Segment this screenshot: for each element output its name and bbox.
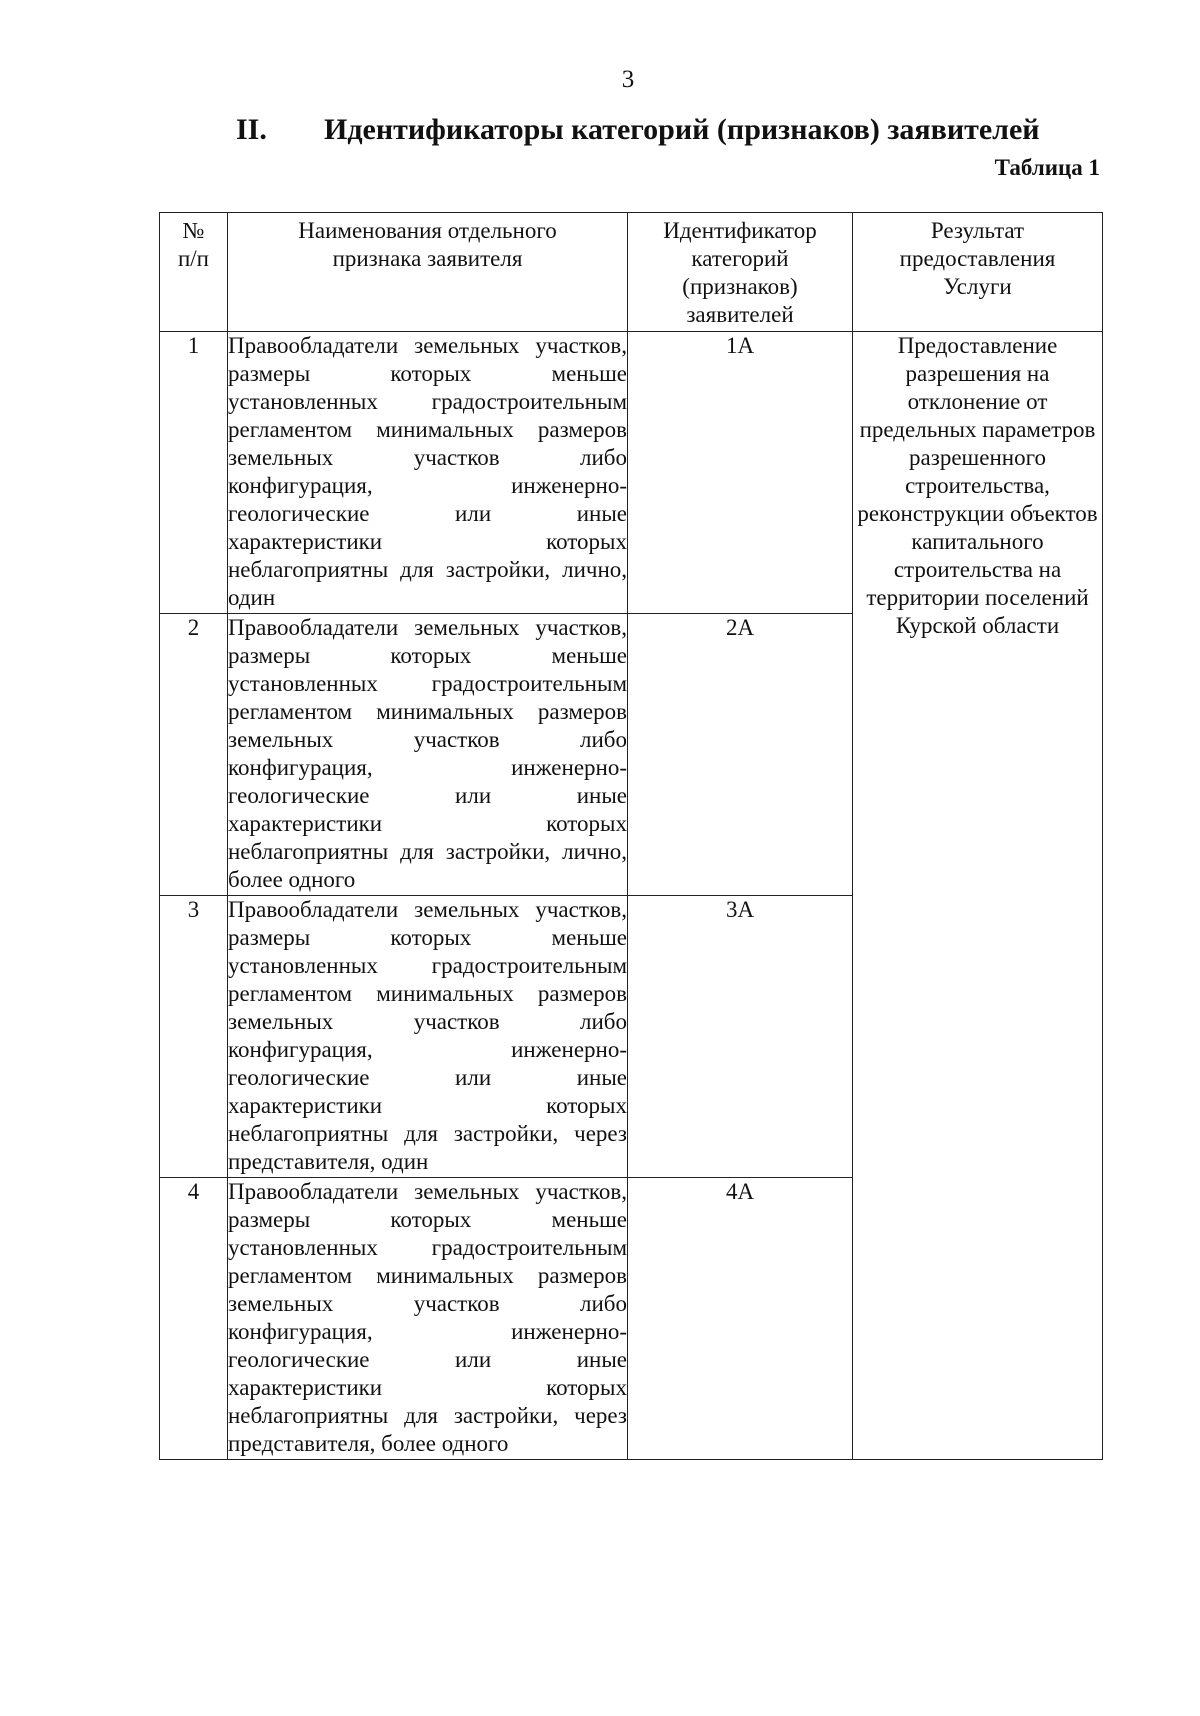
header-id-label: Идентификатор категорий (признаков) заявителей: [663, 218, 817, 327]
header-num: [160, 213, 228, 332]
table-caption: Таблица 1: [994, 155, 1100, 180]
section-heading: [236, 113, 1040, 147]
category-identifier-cell: 2А: [628, 614, 853, 896]
applicant-attribute-cell: Правообладатели земельных участков, размеры которых меньше установленных градостроительным регламентом минимальных размеров земельных участков либо конфигурация, инженерно-геологические или иные характеристики которых неблагоприятны для застройки, через представителя, один: [228, 896, 628, 1178]
service-result-cell: Предоставление разрешения на отклонение от предельных параметров разрешенного строительства, реконструкции объектов капитального строительства на территории поселений Курской области: [853, 332, 1103, 1460]
category-identifier-cell: 3А: [628, 896, 853, 1178]
applicant-attribute-cell: Правообладатели земельных участков, размеры которых меньше установленных градостроительным регламентом минимальных размеров земельных участков либо конфигурация, инженерно-геологические или иные характеристики которых неблагоприятны для застройки, лично, более одного: [228, 614, 628, 896]
header-id: [628, 213, 853, 332]
header-name: [228, 213, 628, 332]
header-result-label: Результат предоставления Услуги: [899, 218, 1056, 299]
row-number-cell: 4: [160, 1178, 228, 1460]
category-identifier-cell: 4А: [628, 1178, 853, 1460]
header-name-label: Наименования отдельного признака заявителя: [298, 218, 557, 271]
section-title: Идентификаторы категорий (признаков) заявителей: [324, 113, 1040, 146]
section-roman-numeral: II.: [236, 113, 267, 146]
row-number-cell: 1: [160, 332, 228, 614]
category-identifier-cell: 1А: [628, 332, 853, 614]
page-number: 3: [621, 66, 635, 93]
header-result: [853, 213, 1103, 332]
table-header-row: [160, 213, 1103, 332]
table-row: [160, 332, 1103, 614]
applicant-categories-table: [159, 212, 1103, 1460]
row-number-cell: 3: [160, 896, 228, 1178]
header-num-label: № п/п: [177, 218, 209, 271]
applicant-attribute-cell: Правообладатели земельных участков, размеры которых меньше установленных градостроительным регламентом минимальных размеров земельных участков либо конфигурация, инженерно-геологические или иные характеристики которых неблагоприятны для застройки, лично, один: [228, 332, 628, 614]
applicant-attribute-cell: Правообладатели земельных участков, размеры которых меньше установленных градостроительным регламентом минимальных размеров земельных участков либо конфигурация, инженерно-геологические или иные характеристики которых неблагоприятны для застройки, через представителя, более одного: [228, 1178, 628, 1460]
row-number-cell: 2: [160, 614, 228, 896]
